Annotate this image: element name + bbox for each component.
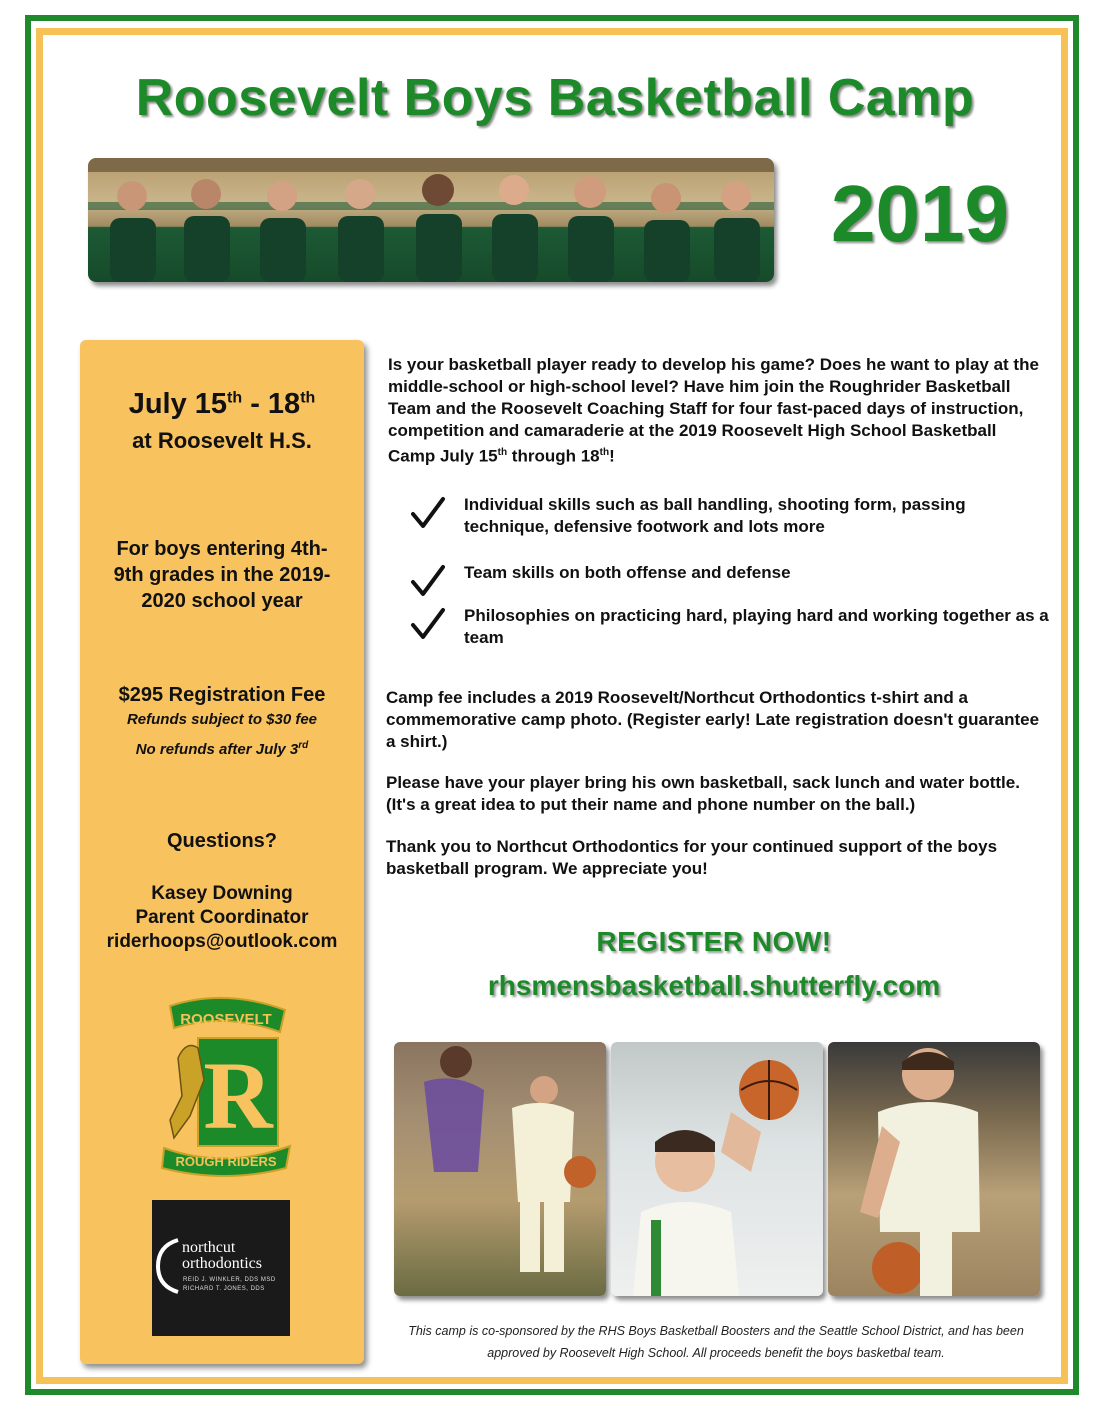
refund-note: Refunds subject to $30 fee bbox=[126, 711, 318, 728]
team-photo bbox=[88, 158, 774, 282]
checklist-item: Team skills on both offense and defense bbox=[410, 562, 791, 584]
logo-top-text: ROOSEVELT bbox=[180, 1011, 272, 1028]
refund-deadline: No refunds after July 3rd bbox=[135, 740, 309, 758]
fee-info-paragraph: Camp fee includes a 2019 Roosevelt/Northcut Orthodontics t-shirt and a commemorative camp photo. (Register early! Late registration doesn't guarantee a shirt.) bbox=[386, 688, 1040, 751]
sponsor-name: northcut orthodontics bbox=[182, 1239, 262, 1272]
checkmark-icon bbox=[410, 564, 446, 600]
register-now-heading: REGISTER NOW! bbox=[596, 926, 832, 957]
thanks-paragraph: Thank you to Northcut Orthodontics for your continued support of the boys basketball program. We appreciate you! bbox=[386, 837, 998, 878]
action-photo-drive bbox=[828, 1042, 1040, 1296]
camp-dates: July 15th - 18th bbox=[128, 388, 316, 420]
player-figures bbox=[110, 174, 760, 282]
register-url-link[interactable]: rhsmensbasketball.shutterfly.com bbox=[487, 970, 941, 1001]
sponsor-disclaimer: This camp is co-sponsored by the RHS Boys Basketball Boosters and the Seattle School District, and has been approved by Roosevelt High School. All proceeds benefit the boys basketbal team. bbox=[408, 1324, 1024, 1360]
bring-info-paragraph: Please have your player bring his own basketball, sack lunch and water bottle. (It's a great idea to put their name and phone number on the ball.) bbox=[386, 773, 1020, 814]
contact-name: Kasey Downing bbox=[151, 883, 293, 904]
sponsor-logo bbox=[152, 1200, 290, 1336]
checklist-item: Individual skills such as ball handling, shooting form, passing technique, defensive footwork and lots more bbox=[410, 494, 1050, 538]
contact-email[interactable]: riderhoops@outlook.com bbox=[106, 931, 338, 952]
checkmark-icon bbox=[410, 607, 446, 643]
contact-role: Parent Coordinator bbox=[135, 907, 309, 928]
intro-paragraph: Is your basketball player ready to develop his game? Does he want to play at the middle-school or high-school level? Have him join the Roughrider Basketball Team and the Roosevelt Coaching Staff for four fast-paced days of instruction, competition and camaraderie at the 2019 Roosevelt High School Basketball Camp July 15th through 18th! bbox=[388, 355, 1039, 466]
registration-fee bbox=[80, 684, 364, 763]
eligibility: For boys entering 4th-9th grades in the 2019-2020 school year bbox=[113, 538, 331, 612]
action-photo-dribble bbox=[394, 1042, 606, 1296]
camp-year: 2019 bbox=[831, 169, 1009, 258]
info-sidebar bbox=[80, 340, 364, 1364]
sponsor-doctors: REID J. WINKLER, DDS MSD RICHARD T. JONES, DDS bbox=[183, 1277, 276, 1292]
action-photo-shot bbox=[611, 1042, 823, 1296]
sponsor-c-icon bbox=[156, 1236, 180, 1296]
fee-amount: $295 Registration Fee bbox=[118, 684, 326, 706]
logo-bottom-text: ROUGH RIDERS bbox=[175, 1154, 277, 1169]
roughriders-logo bbox=[150, 988, 300, 1178]
checkmark-icon bbox=[410, 496, 446, 532]
logo-letter: R bbox=[203, 1042, 273, 1149]
camp-venue: at Roosevelt H.S. bbox=[132, 428, 312, 453]
questions-heading: Questions? bbox=[166, 830, 277, 852]
contact-info bbox=[80, 882, 364, 954]
checklist-item: Philosophies on practicing hard, playing hard and working together as a team bbox=[410, 605, 1050, 649]
page-title: Roosevelt Boys Basketball Camp bbox=[135, 69, 975, 127]
